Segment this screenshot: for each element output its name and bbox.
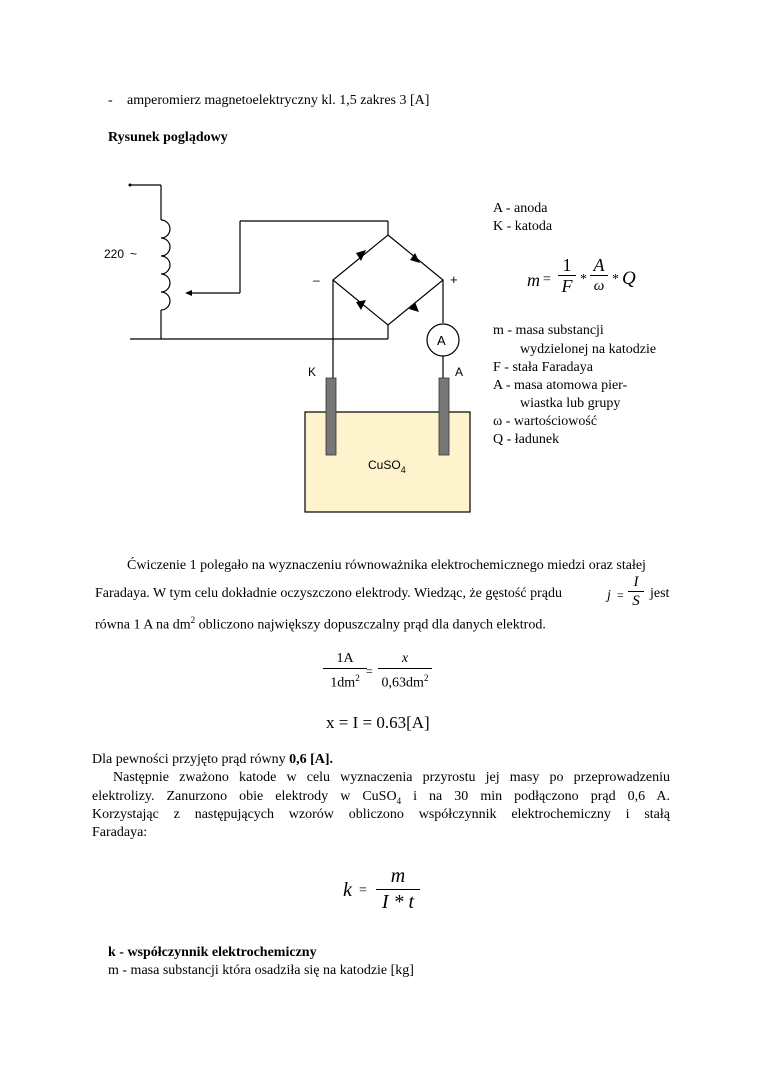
para1-line2: Faradaya. W tym celu dokładnie oczyszczono elektrody. Wiedząc, że gęstość prądu (95, 586, 562, 601)
cathode-electrode (326, 378, 336, 455)
para2-line2: Następnie zważono katode w celu wyznaczenia przyrostu jej masy po przeprowadzeniu (113, 770, 670, 785)
legend-cathode: K - katoda (493, 219, 553, 234)
k-num: m (390, 865, 406, 887)
para2-line1: Dla pewności przyjęto prąd równy 0,6 [A]. (92, 752, 334, 767)
j-symbol: j (607, 588, 611, 603)
legend-m-cont: wydzielonej na katodzie (520, 342, 657, 357)
minus-label: – (313, 273, 320, 287)
figure-heading: Rysunek poglądowy (108, 130, 228, 145)
tap-arrow (185, 290, 192, 296)
legend-A: A - masa atomowa pier- (493, 378, 628, 393)
legend-m: m - masa substancji (493, 323, 604, 338)
legend-omega: ω - wartościowość (493, 414, 598, 429)
j-eq: = (617, 588, 624, 602)
anode-electrode (439, 378, 449, 455)
legend-F: F - stała Faradaya (493, 360, 593, 375)
legend-Q: Q - ładunek (493, 432, 560, 447)
formula-one: 1 (562, 255, 572, 275)
cathode-label: K (308, 365, 317, 379)
formula-A: A (593, 255, 605, 275)
para2-line3: elektrolizy. Zanurzono obie elektrody w CuSO$_4$ i na 30 min podłączono prąd 0,6 A. (92, 789, 670, 806)
formula-star: * (580, 272, 587, 287)
formula-Q: Q (622, 268, 636, 289)
list-dash: - (108, 93, 113, 108)
formula-omega: ω (593, 278, 605, 294)
solution-label: CuSO$_4$ (368, 458, 406, 475)
para2-line4: Korzystając z następujących wzorów obliczono współczynnik elektrochemiczny i stałą (92, 807, 670, 822)
para2-line5: Faradaya: (92, 825, 148, 840)
legend-anode: A - anoda (493, 201, 548, 216)
equipment-item: amperomierz magnetoelektryczny kl. 1,5 zakres 3 [A] (127, 93, 430, 108)
ratio-eq: = (366, 664, 373, 678)
j-I: I (633, 574, 639, 590)
formula-star2: * (612, 272, 619, 287)
plus-label: + (450, 272, 458, 287)
k-symbol: k (343, 879, 352, 901)
voltage-label: 220 (104, 247, 125, 261)
formula-eq: = (543, 272, 551, 287)
j-S: S (632, 593, 640, 609)
para1-line2-end: jest (650, 586, 670, 601)
para1-line3: równa 1 A na $dm^2$ obliczono największy dopuszczalny prąd dla danych elektrod. (95, 615, 546, 633)
bridge (333, 235, 443, 325)
tilde: ~ (130, 247, 138, 261)
def-k: k - współczynnik elektrochemiczny (108, 945, 317, 960)
para1-line1: Ćwiczenie 1 polegało na wyznaczeniu równoważnika elektrochemicznego miedzi oraz stałej (127, 558, 646, 573)
def-m: m - masa substancji która osadziła się na katodzie [kg] (108, 963, 414, 978)
ratio-num1: 1A (336, 651, 354, 666)
circuit-diagram (85, 175, 485, 520)
formula-F: F (561, 276, 573, 296)
ammeter-label: A (437, 333, 446, 348)
ratio-num2: x (401, 651, 409, 666)
result-line: x = I = 0.63[A] (326, 713, 430, 732)
anode-label: A (455, 365, 464, 379)
legend-A-cont: wiastka lub grupy (520, 396, 621, 411)
formula-m: m (527, 270, 540, 290)
ratio-den2: 0,63dm (381, 675, 424, 691)
k-eq: = (359, 883, 367, 898)
ratio-den1: 1dm (330, 675, 356, 691)
k-den: I * t (381, 891, 415, 913)
transformer-coil (161, 220, 170, 310)
